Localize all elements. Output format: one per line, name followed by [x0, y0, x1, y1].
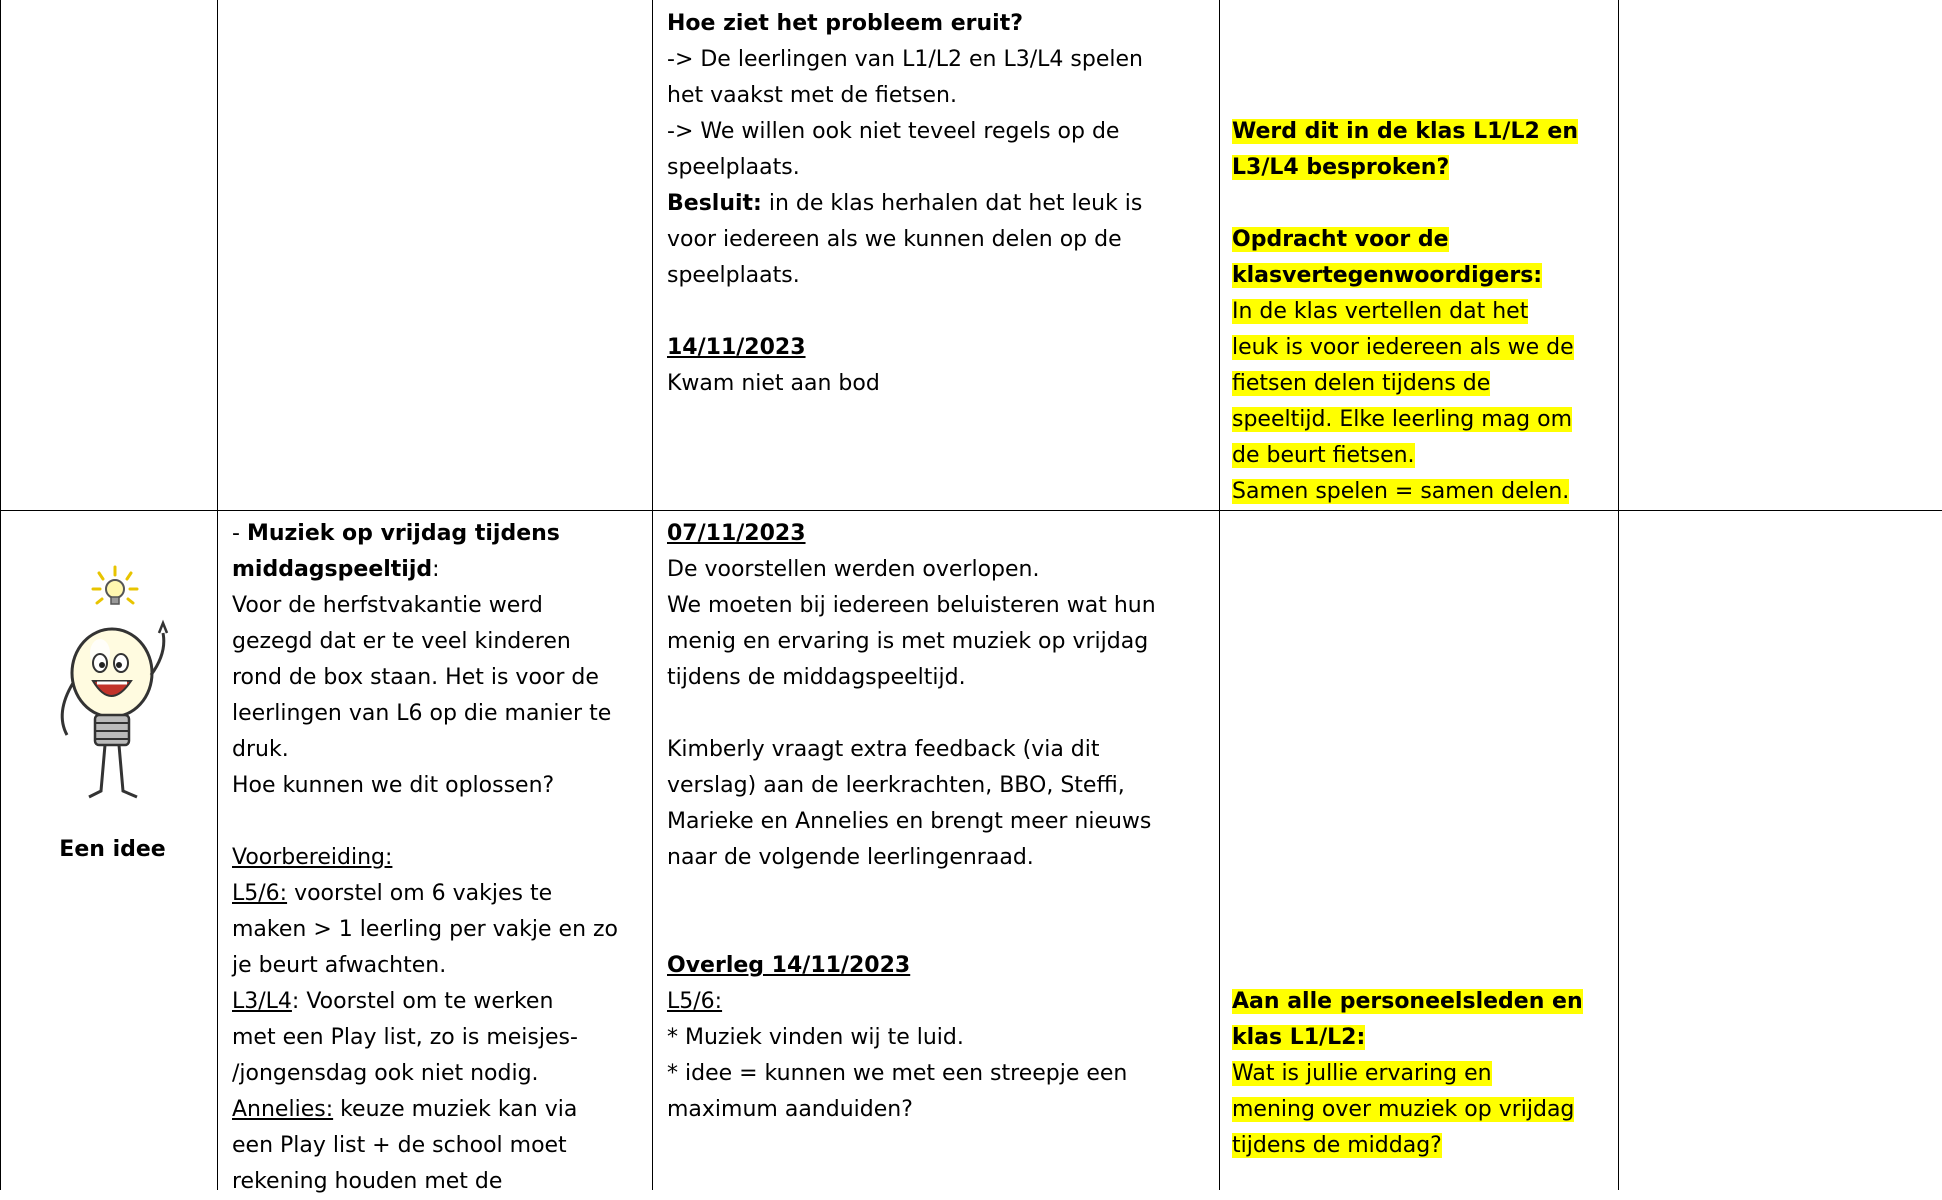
date-heading: 07/11/2023 [667, 521, 806, 546]
topic-line: druk. [232, 737, 289, 762]
problem-line: speelplaats. [667, 155, 800, 180]
discussion-line: We moeten bij iedereen beluisteren wat hun [667, 593, 1156, 618]
decision-line: speelplaats. [667, 263, 800, 288]
task-text: speeltijd. Elke leerling mag om [1232, 407, 1573, 432]
row1-discussion-cell [667, 6, 1212, 402]
table-divider-2 [652, 0, 653, 1190]
discussion-point: * idee = kunnen we met een streepje een [667, 1061, 1128, 1086]
discussion-line: menig en ervaring is met muziek op vrijdag [667, 629, 1149, 654]
proposal-line: met een Play list, zo is meisjes- [232, 1025, 578, 1050]
problem-line: -> We willen ook niet teveel regels op de [667, 119, 1120, 144]
action-text: mening over muziek op vrijdag [1232, 1097, 1575, 1122]
discussion-point: maximum aanduiden? [667, 1097, 913, 1122]
topic-line: leerlingen van L6 op die manier te [232, 701, 612, 726]
action-text: tijdens de middag? [1232, 1133, 1442, 1158]
decision-label: Besluit: [667, 191, 762, 216]
topic-line: rond de box staan. Het is voor de [232, 665, 599, 690]
task-text: Samen spelen = samen delen. [1232, 479, 1570, 504]
action-heading: Aan alle personeelsleden en [1232, 989, 1583, 1014]
task-text: de beurt fietsen. [1232, 443, 1415, 468]
topic-title: middagspeeltijd: [232, 557, 440, 582]
decision-text: in de klas herhalen dat het leuk is [761, 191, 1143, 216]
discussion-line: Marieke en Annelies en brengt meer nieuws [667, 809, 1152, 834]
date-note: Kwam niet aan bod [667, 371, 880, 396]
task-text: In de klas vertellen dat het [1232, 299, 1529, 324]
table-divider-4 [1618, 0, 1619, 1190]
row2-action-cell [1232, 984, 1612, 1164]
discussion-line: tijdens de middagspeeltijd. [667, 665, 966, 690]
question-text: L3/L4 besproken? [1232, 155, 1450, 180]
discussion-point: * Muziek vinden wij te luid. [667, 1025, 964, 1050]
date-heading: 14/11/2023 [667, 335, 806, 360]
preparation-heading: Voorbereiding: [232, 845, 393, 870]
question-text: Werd dit in de klas L1/L2 en [1232, 119, 1579, 144]
proposal-line: L3/L4: Voorstel om te werken [232, 989, 554, 1014]
problem-heading: Hoe ziet het probleem eruit? [667, 11, 1023, 36]
row2-discussion-cell [667, 516, 1212, 1128]
table-border-left [0, 0, 1, 1190]
lightbulb-idea-icon [45, 563, 180, 808]
task-text: leuk is voor iedereen als we de [1232, 335, 1574, 360]
topic-line: Voor de herfstvakantie werd [232, 593, 543, 618]
problem-line: -> De leerlingen van L1/L2 en L3/L4 spelen [667, 47, 1143, 72]
proposal-line: een Play list + de school moet [232, 1133, 567, 1158]
proposal-line: L5/6: voorstel om 6 vakjes te [232, 881, 553, 906]
table-divider-3 [1219, 0, 1220, 1190]
topic-title: - Muziek op vrijdag tijdens [232, 521, 560, 546]
discussion-line: naar de volgende leerlingenraad. [667, 845, 1034, 870]
proposal-line: /jongensdag ook niet nodig. [232, 1061, 539, 1086]
decision-line: voor iedereen als we kunnen delen op de [667, 227, 1122, 252]
row1-action-cell [1232, 114, 1612, 510]
proposal-line: rekening houden met de [232, 1169, 503, 1194]
idea-caption: Een idee [59, 837, 166, 862]
proposal-line: Annelies: keuze muziek kan via [232, 1097, 578, 1122]
action-heading: klas L1/L2: [1232, 1025, 1366, 1050]
overleg-heading: Overleg 14/11/2023 [667, 953, 911, 978]
row-divider [0, 510, 1942, 511]
class-label: L5/6: [667, 989, 723, 1014]
topic-line: gezegd dat er te veel kinderen [232, 629, 571, 654]
discussion-line: verslag) aan de leerkrachten, BBO, Steffi, [667, 773, 1125, 798]
row2-topic-cell [232, 516, 647, 1200]
topic-line: Hoe kunnen we dit oplossen? [232, 773, 555, 798]
task-heading: klasvertegenwoordigers: [1232, 263, 1543, 288]
task-heading: Opdracht voor de [1232, 227, 1449, 252]
discussion-line: De voorstellen werden overlopen. [667, 557, 1040, 582]
problem-line: het vaakst met de fietsen. [667, 83, 957, 108]
proposal-line: maken > 1 leerling per vakje en zo [232, 917, 619, 942]
task-text: fietsen delen tijdens de [1232, 371, 1491, 396]
discussion-line: Kimberly vraagt extra feedback (via dit [667, 737, 1100, 762]
table-divider-1 [217, 0, 218, 1190]
proposal-line: je beurt afwachten. [232, 953, 447, 978]
decision-line [667, 186, 1212, 222]
action-text: Wat is jullie ervaring en [1232, 1061, 1492, 1086]
